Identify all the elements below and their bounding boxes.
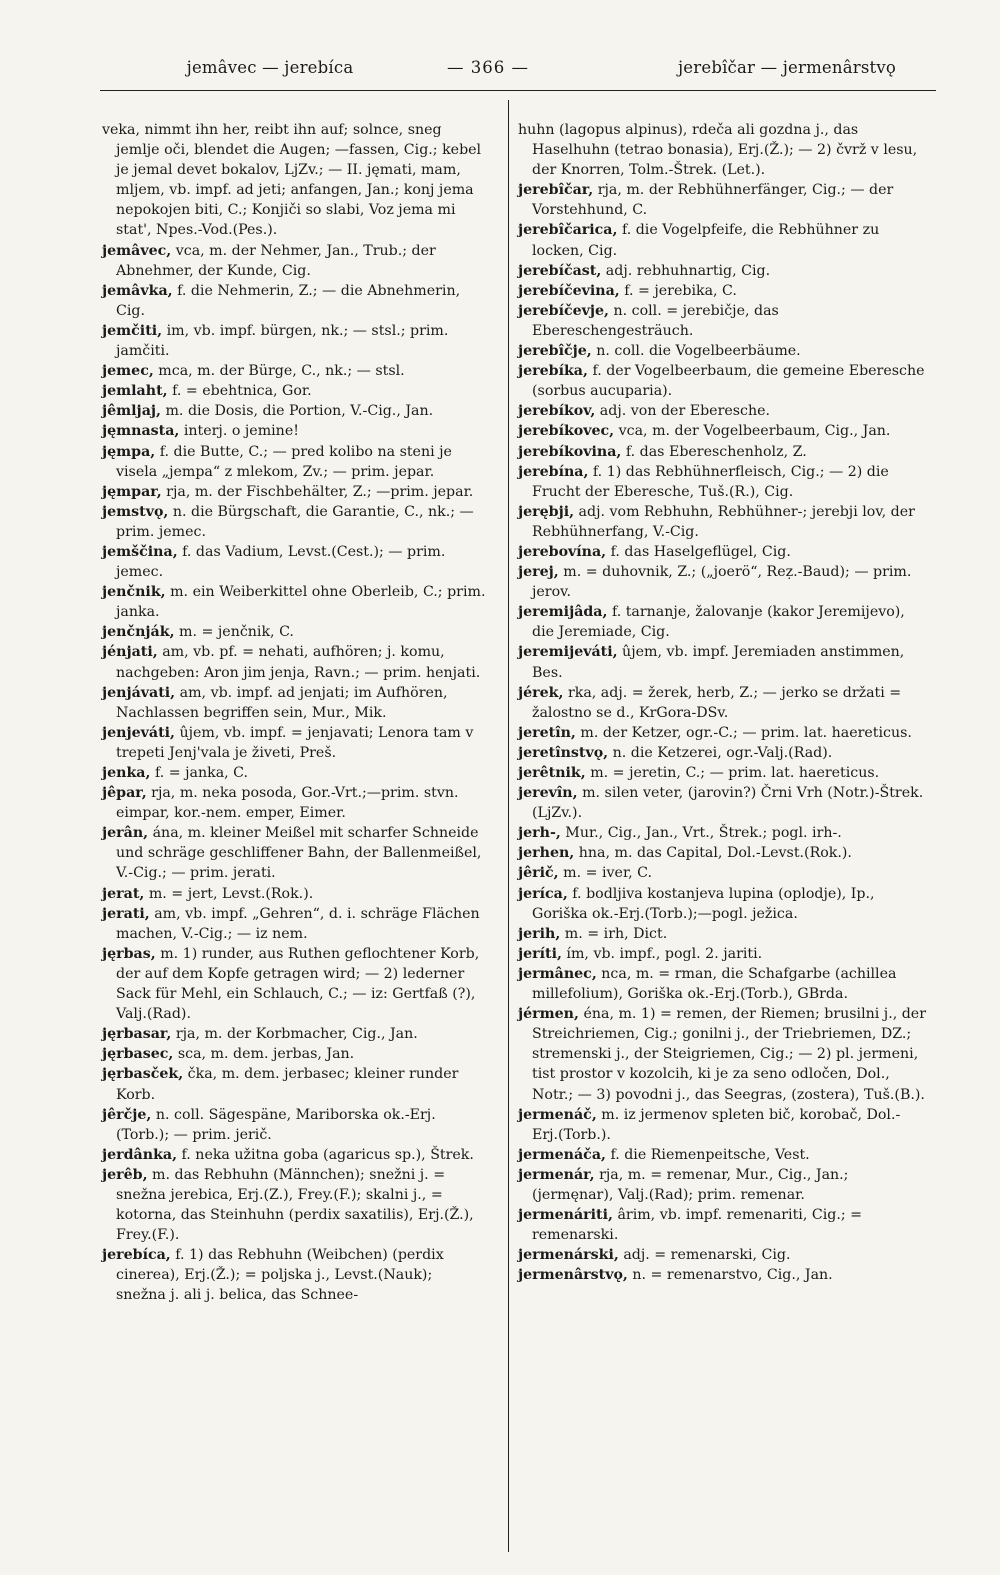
dictionary-entry [518, 442, 926, 462]
dictionary-entry [102, 482, 486, 502]
dictionary-entry [518, 120, 926, 180]
dictionary-entry [102, 421, 486, 441]
entry-headword: jérmen, [518, 1006, 579, 1023]
dictionary-entry [518, 1105, 926, 1145]
entry-definition: rka, adj. = žerek, herb, Z.; — jerko se držati = žalostno se d., KrGora-DSv. [532, 684, 902, 721]
entry-definition: m. = jert, Levst.(Rok.). [144, 885, 314, 902]
entry-headword: jemstvǫ, [102, 503, 169, 520]
entry-headword: jénjati, [102, 644, 158, 661]
entry-definition: m. der Ketzer, ogr.-C.; — prim. lat. haereticus. [575, 724, 912, 741]
entry-definition: f. 1) das Rebhühnerfleisch, Cig.; — 2) die Frucht der Eberesche, Tuš.(R.), Cig. [532, 463, 889, 500]
entry-definition: adj. von der Eberesche. [595, 403, 771, 420]
dictionary-entry [518, 964, 926, 1004]
dictionary-entry [518, 823, 926, 843]
dictionary-entry [102, 944, 486, 1024]
entry-headword: jermenár, [518, 1166, 595, 1183]
entry-headword: jerhen, [518, 845, 575, 862]
entry-headword: jemčiti, [102, 322, 163, 339]
entry-definition: f. die Butte, C.; — pred kolibo na steni je visela „jempa“ z mlekom, Zv.; — prim. jepar. [116, 443, 452, 480]
entry-definition: f. = janka, C. [150, 765, 249, 781]
entry-definition: rja, m. der Korbmacher, Cig., Jan. [171, 1026, 418, 1043]
entry-headword: jerebíkovec, [518, 423, 615, 440]
entry-headword: jerebíčevina, [518, 282, 620, 299]
entry-headword: jermânec, [518, 965, 597, 982]
entry-headword: jerih, [518, 925, 561, 942]
entry-definition: am, vb. pf. = nehati, aufhören; j. komu, nachgeben: Aron jim jenja, Ravn.; — prim. henjati. [116, 644, 481, 681]
dictionary-entry [102, 321, 486, 361]
entry-headword: jerebíca, [102, 1247, 171, 1264]
entry-headword: jerej, [518, 564, 559, 581]
entry-headword: jerdânka, [102, 1146, 178, 1163]
entry-definition: m. silen veter, (jarovin?) Črni Vrh (Notr.)-Štrek.(LjZv.). [532, 785, 924, 822]
dictionary-entry [518, 783, 926, 823]
dictionary-entry [102, 1064, 486, 1104]
entry-definition: f. = ebehtnica, Gor. [167, 383, 312, 400]
dictionary-entry [518, 924, 926, 944]
entry-definition: ârim, vb. impf. remenariti, Cig.; = remenarski. [532, 1207, 863, 1244]
dictionary-entry [102, 120, 486, 241]
entry-definition: am, vb. impf. ad jenjati; im Aufhören, Nachlassen begriffen sein, Mur., Mik. [116, 684, 448, 721]
entry-headword: jerêtnik, [518, 765, 586, 781]
entry-headword: jerebíčast, [518, 262, 602, 279]
dictionary-entry [102, 783, 486, 823]
entry-headword: jemâvec, [102, 242, 172, 259]
right-column [518, 120, 926, 1285]
dictionary-entry [102, 723, 486, 763]
dictionary-entry [518, 1165, 926, 1205]
header-left-guide-words: jemâvec — jerebíca [186, 57, 354, 77]
entry-headword: jeremijâda, [518, 604, 608, 621]
dictionary-entry [518, 602, 926, 642]
entry-definition: am, vb. impf. „Gehren“, d. i. schräge Flächen machen, V.-Cig.; — iz nem. [116, 905, 480, 942]
entry-headword: jerebîčje, [518, 343, 592, 360]
dictionary-entry [102, 442, 486, 482]
entry-definition: m. die Dosis, die Portion, V.-Cig., Jan. [160, 403, 434, 420]
entry-headword: jęmpa, [102, 443, 156, 460]
entry-definition: im, vb. impf. bürgen, nk.; — stsl.; prim. jamčiti. [116, 322, 449, 360]
entry-definition: n. die Bürgschaft, die Garantie, C., nk.; — prim. jemec. [116, 503, 474, 540]
entry-headword: jeríca, [518, 885, 568, 902]
dictionary-entry [518, 743, 926, 763]
entry-headword: jermenáč, [518, 1106, 597, 1123]
entry-definition: n. coll. = jerebičje, das Ebereschengesträuch. [532, 302, 779, 339]
entry-definition: m. = duhovnik, Z.; („joerö“, Reẓ.-Baud); — prim. jerov. [532, 564, 912, 601]
entry-definition: f. die Vogelpfeife, die Rebhühner zu locken, Cig. [532, 222, 880, 259]
entry-headword: jerebína, [518, 463, 589, 480]
dictionary-entry [518, 884, 926, 924]
left-column [102, 120, 486, 1306]
dictionary-entry [102, 1105, 486, 1145]
entry-headword: jenjeváti, [102, 724, 175, 741]
dictionary-entry [102, 763, 486, 783]
header-right-guide-words: jerebîčar — jermenârstvǫ [677, 57, 896, 77]
entry-definition: f. tarnanje, žalovanje (kakor Jeremijevo), die Jeremiade, Cig. [532, 604, 905, 641]
entry-headword: jenčnják, [102, 624, 175, 641]
entry-definition: vca, m. der Vogelbeerbaum, Cig., Jan. [614, 423, 891, 440]
entry-headword: jerevîn, [518, 785, 578, 802]
entry-headword: jerebîčar, [518, 182, 594, 199]
entry-definition: nca, m. = rman, die Schafgarbe (achillea millefolium), Goriška ok.-Erj.(Torb.), GBrda. [532, 965, 897, 1003]
dictionary-entry [102, 381, 486, 401]
dictionary-entry [518, 642, 926, 682]
entry-definition: m. = iver, C. [558, 865, 653, 882]
entry-definition: f. die Nehmerin, Z.; — die Abnehmerin, Cig. [116, 282, 461, 319]
dictionary-entry [518, 1004, 926, 1104]
dictionary-entry [518, 361, 926, 401]
entry-definition: interj. o jemine! [179, 423, 299, 440]
dictionary-entry [518, 502, 926, 542]
entry-definition: f. neka užitna goba (agaricus sp.), Štrek. [177, 1146, 474, 1163]
entry-definition: mca, m. der Bürge, C., nk.; — stsl. [153, 363, 405, 380]
entry-headword: jerh-, [518, 825, 561, 842]
dictionary-entry [102, 1044, 486, 1064]
dictionary-entry [518, 723, 926, 743]
entry-definition: m. = jeretin, C.; — prim. lat. haereticus. [585, 765, 880, 781]
entry-definition: rja, m. = remenar, Mur., Cig., Jan.; (jermęnar), Valj.(Rad); prim. remenar. [532, 1166, 849, 1203]
entry-definition: ím, vb. impf., pogl. 2. jariti. [561, 945, 763, 962]
entry-headword: jenjávati, [102, 684, 176, 701]
entry-definition: f. das Vadium, Levst.(Cest.); — prim. jemec. [116, 543, 446, 581]
dictionary-entry [518, 421, 926, 441]
dictionary-entry [518, 220, 926, 260]
entry-headword: jerębji, [518, 503, 575, 520]
entry-definition: f. die Riemenpeitsche, Vest. [605, 1146, 810, 1163]
entry-headword: jerebîčarica, [518, 222, 618, 239]
dictionary-entry [102, 1165, 486, 1245]
entry-definition: m. = irh, Dict. [560, 925, 668, 942]
entry-headword: jemščina, [102, 543, 178, 560]
dictionary-entry [102, 241, 486, 281]
entry-definition: čka, m. dem. jerbasec; kleiner runder Korb. [116, 1066, 459, 1103]
entry-headword: jerebovína, [518, 543, 607, 560]
entry-headword: jerân, [102, 825, 149, 842]
dictionary-entry [518, 1145, 926, 1165]
dictionary-entry [518, 944, 926, 964]
header-rule [100, 90, 936, 91]
entry-headword: jęrbas, [102, 945, 156, 962]
entry-definition: m. ein Weiberkittel ohne Oberleib, C.; prim. janka. [116, 584, 486, 621]
entry-headword: jermenârstvǫ, [518, 1267, 628, 1284]
dictionary-entry [518, 843, 926, 863]
entry-headword: jerat, [102, 885, 145, 902]
entry-definition: f. 1) das Rebhuhn (Weibchen) (perdix cinerea), Erj.(Ž.); = poljska j., Levst.(Nauk); snežna j. ali j. belica, das Schnee- [116, 1247, 444, 1304]
page-number: — 366 — [447, 57, 529, 77]
dictionary-entry [518, 341, 926, 361]
dictionary-entry [102, 401, 486, 421]
entry-headword: jermenáča, [518, 1146, 606, 1163]
dictionary-entry [518, 542, 926, 562]
entry-definition: m. = jenčnik, C. [174, 624, 294, 641]
dictionary-entry [518, 261, 926, 281]
entry-definition: f. das Ebereschenholz, Z. [621, 443, 807, 460]
entry-headword: jêpar, [102, 785, 147, 802]
entry-definition: ûjem, vb. impf. Jeremiaden anstimmen, Bes. [532, 644, 905, 681]
entry-definition: f. = jerebika, C. [619, 282, 737, 299]
entry-headword: jerebíka, [518, 363, 588, 380]
entry-definition: vca, m. der Nehmer, Jan., Trub.; der Abnehmer, der Kunde, Cig. [116, 242, 436, 279]
dictionary-entry [102, 582, 486, 622]
entry-definition: huhn (lagopus alpinus), rdeča ali gozdna j., das Haselhuhn (tetrao bonasia), Erj.(Ž.); — 2) čvrž v lesu, der Knorren, Tolm.-Štrek. (Let.). [518, 122, 918, 179]
dictionary-entry [102, 1024, 486, 1044]
entry-headword: jeríti, [518, 945, 562, 962]
entry-headword: jęrbasec, [102, 1046, 174, 1063]
entry-headword: jemec, [102, 363, 154, 380]
entry-headword: jęrbasček, [102, 1066, 184, 1083]
dictionary-entry [102, 502, 486, 542]
entry-definition: adj. rebhuhnartig, Cig. [601, 262, 771, 279]
entry-headword: jęmpar, [102, 483, 162, 500]
entry-definition: veka, nimmt ihn her, reibt ihn auf; solnce, sneg jemlje oči, blendet die Augen; —fassen, Cig.; kebel je jemal devet bokalov, LjZv.; — II. jęmati, mam, mljem, vb. impf. ad jeti; anfangen, Jan.; konj jema nepokojen biti, C.; Konjiči so slabi, Voz jema mi stat', Npes.-Vod.(Pes.). [102, 122, 482, 239]
running-header [100, 52, 936, 82]
dictionary-entry [102, 542, 486, 582]
dictionary-entry [102, 642, 486, 682]
dictionary-entry [518, 562, 926, 602]
entry-headword: jerebíčevje, [518, 302, 609, 319]
entry-definition: n. die Ketzerei, ogr.-Valj.(Rad). [608, 744, 833, 761]
dictionary-entry [518, 462, 926, 502]
entry-definition: m. 1) runder, aus Ruthen geflochtener Korb, der auf dem Kopfe getragen wird; — 2) lederner Sack für Mehl, ein Schlauch, C.; — iz: Gertfaß (?), Valj.(Rad). [116, 945, 480, 1023]
entry-headword: jêrič, [518, 865, 559, 882]
entry-headword: jermenáriti, [518, 1207, 613, 1224]
dictionary-entry [518, 180, 926, 220]
dictionary-entry [518, 863, 926, 883]
entry-definition: n. = remenarstvo, Cig., Jan. [627, 1267, 833, 1284]
entry-definition: n. coll. Sägespäne, Mariborska ok.-Erj.(Torb.); — prim. jerič. [116, 1106, 436, 1143]
entry-definition: adj. = remenarski, Cig. [618, 1247, 791, 1264]
entry-definition: sca, m. dem. jerbas, Jan. [173, 1046, 355, 1063]
entry-definition: f. der Vogelbeerbaum, die gemeine Eberesche (sorbus aucuparia). [532, 363, 925, 400]
entry-definition: n. coll. die Vogelbeerbäume. [591, 343, 801, 360]
dictionary-entry [518, 1205, 926, 1245]
entry-definition: f. bodljiva kostanjeva lupina (oplodje), Ip., Goriška ok.-Erj.(Torb.);—pogl. ježica. [532, 885, 875, 922]
entry-headword: jerebíkov, [518, 403, 596, 420]
dictionary-entry [518, 1265, 926, 1285]
entry-headword: jerati, [102, 905, 150, 922]
dictionary-entry [102, 281, 486, 321]
entry-definition: f. das Haselgeflügel, Cig. [606, 543, 791, 560]
entry-headword: jeremijeváti, [518, 644, 618, 661]
dictionary-entry [102, 823, 486, 883]
dictionary-entry [102, 622, 486, 642]
dictionary-entry [518, 301, 926, 341]
entry-definition: éna, m. 1) = remen, der Riemen; brusilni j., der Streichriemen, Cig.; gonilni j., der Triebriemen, DZ.; stremenski j., der Steigriemen, Cig.; — 2) pl. jermeni, tist prostor v kozolcih, ki je za seno odločen, Dol., Notr.; — 3) povodni j., das Seegras, (zostera), Tuš.(B.). [532, 1006, 926, 1103]
column-divider [508, 100, 509, 1552]
entry-headword: jęmnasta, [102, 423, 180, 440]
entry-headword: jêmljaj, [102, 403, 161, 420]
dictionary-entry [518, 763, 926, 783]
dictionary-entry [102, 884, 486, 904]
entry-definition: m. das Rebhuhn (Männchen); snežni j. = snežna jerebica, Erj.(Z.), Frey.(F.); skalni j., = kotorna, das Steinhuhn (perdix saxatilis), Erj.(Ž.), Frey.(F.). [116, 1166, 474, 1244]
dictionary-entry [102, 904, 486, 944]
dictionary-entry [102, 1145, 486, 1165]
entry-headword: jêrčje, [102, 1106, 152, 1123]
dictionary-entry [518, 683, 926, 723]
entry-headword: jérek, [518, 684, 564, 701]
entry-definition: rja, m. neka posoda, Gor.-Vrt.;—prim. stvn. eimpar, kor.-nem. emper, Eimer. [116, 785, 459, 822]
entry-definition: rja, m. der Rebhühnerfänger, Cig.; — der Vorstehhund, C. [532, 182, 894, 219]
entry-definition: rja, m. der Fischbehälter, Z.; —prim. jepar. [161, 483, 474, 500]
entry-headword: jenka, [102, 765, 151, 781]
entry-headword: jermenárski, [518, 1247, 619, 1264]
entry-definition: adj. vom Rebhuhn, Rebhühner-; jerebji lov, der Rebhühnerfang, V.-Cig. [532, 503, 915, 540]
entry-definition: ûjem, vb. impf. = jenjavati; Lenora tam v trepeti Jenj'vala je živeti, Preš. [116, 724, 474, 761]
dictionary-entry [102, 683, 486, 723]
dictionary-entry [102, 1245, 486, 1305]
entry-definition: hna, m. das Capital, Dol.-Levst.(Rok.). [574, 845, 852, 862]
entry-headword: jęrbasar, [102, 1026, 172, 1043]
entry-headword: jerêb, [102, 1166, 148, 1183]
entry-headword: jeretînstvǫ, [518, 744, 609, 761]
dictionary-entry [102, 361, 486, 381]
entry-headword: jemâvka, [102, 282, 173, 299]
entry-headword: jenčnik, [102, 584, 166, 601]
dictionary-page [100, 52, 936, 1552]
entry-definition: ána, m. kleiner Meißel mit scharfer Schneide und schräge geschliffener Bahn, der Ballenmeißel, V.-Cig.; — prim. jerati. [116, 825, 482, 882]
entry-headword: jemlaht, [102, 383, 168, 400]
entry-definition: m. iz jermenov spleten bič, korobač, Dol.-Erj.(Torb.). [532, 1106, 901, 1143]
dictionary-entry [518, 1245, 926, 1265]
entry-headword: jerebíkovina, [518, 443, 622, 460]
dictionary-entry [518, 281, 926, 301]
dictionary-entry [518, 401, 926, 421]
entry-headword: jeretîn, [518, 724, 576, 741]
entry-definition: Mur., Cig., Jan., Vrt., Štrek.; pogl. irh-. [560, 825, 842, 842]
